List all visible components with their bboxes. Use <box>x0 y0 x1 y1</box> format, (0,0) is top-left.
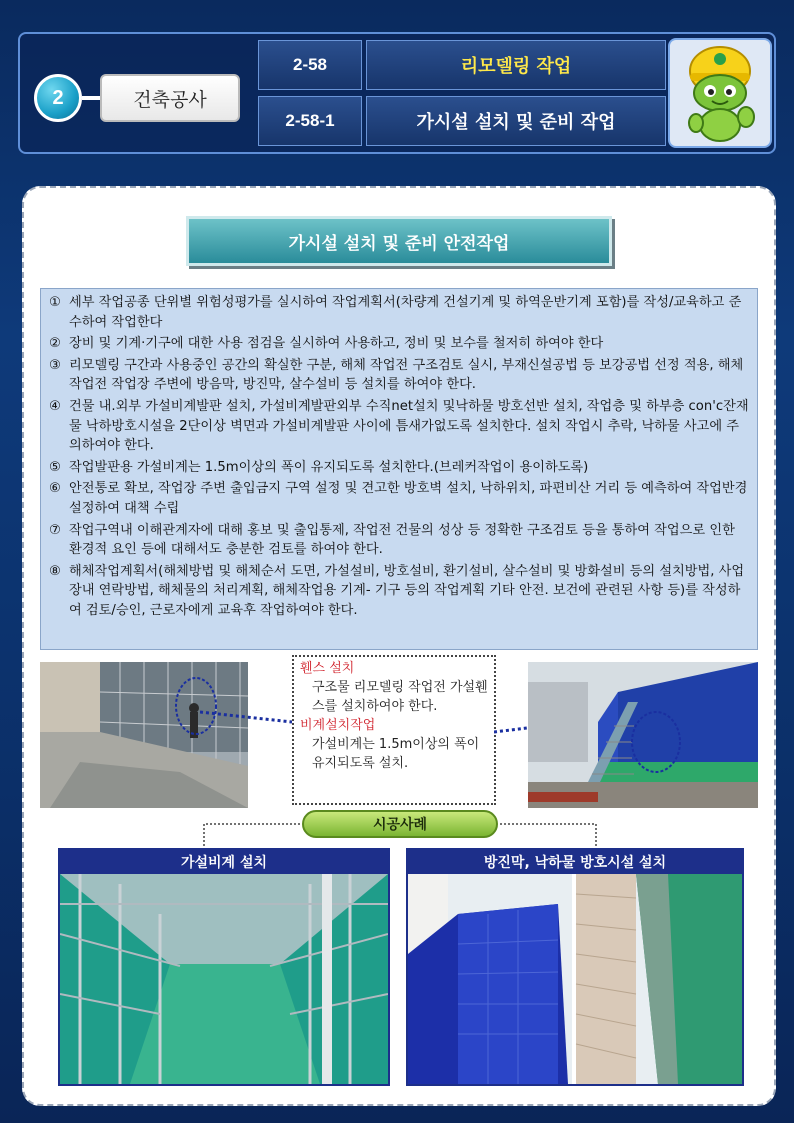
rules-list <box>40 288 758 650</box>
rule-marker: ③ <box>49 357 61 373</box>
section-block <box>20 34 252 152</box>
rule-text: 리모델링 구간과 사용중인 공간의 확실한 구분, 해체 작업전 구조검토 실시, 부재신설공법 등 보강공법 선정 적용, 해체 작업전 작업장 주변에 방음막, 방진막, 살수설비 등 설치를 하여야 한다. <box>69 357 744 393</box>
scaffold-photo <box>528 662 758 808</box>
rule-marker: ⑤ <box>49 459 61 475</box>
rule-text: 안전통로 확보, 작업장 주변 출입금지 구역 설정 및 견고한 방호벽 설치, 낙하위치, 파편비산 거리 등 예측하여 작업반경 설정하여 대책 수립 <box>69 481 748 516</box>
scaffold-body: 가설비계는 1.5m이상의 폭이 유지되도록 설치. <box>312 737 480 771</box>
rule-marker: ④ <box>49 398 61 414</box>
rule-marker: ⑧ <box>49 563 61 579</box>
title-main: 리모델링 작업 <box>366 40 666 90</box>
case-right <box>406 848 744 1086</box>
section-connector <box>82 96 102 100</box>
fence-body: 구조물 리모델링 작업전 가설휀스를 설치하여야 한다. <box>312 680 488 714</box>
annotation-box <box>292 655 496 805</box>
rule-item <box>49 334 749 354</box>
fence-photo <box>40 662 248 808</box>
fence-photo-image <box>40 662 248 808</box>
case-label: 시공사례 <box>302 810 498 838</box>
rule-item <box>49 479 749 518</box>
section-name: 건축공사 <box>100 74 240 122</box>
rule-text: 작업구역내 이해관계자에 대해 홍보 및 출입통제, 작업전 건물의 성상 등 정확한 구조검토 등을 통하여 작업으로 인한 환경적 요인 등에 대해서도 충분한 검토를 하여야 한다. <box>69 522 735 558</box>
rule-marker: ⑦ <box>49 522 61 538</box>
mascot-illustration <box>672 41 768 145</box>
scaffold-photo-image <box>528 662 758 808</box>
rule-text: 세부 작업공종 단위별 위험성평가를 실시하여 작업계획서(차량계 건설기계 및 하역운반기계 포함)를 작성/교육하고 준수하여 작업한다 <box>69 295 742 330</box>
connector-left <box>200 708 296 728</box>
scaffold-heading: 비계설치작업 <box>300 718 376 733</box>
rule-item <box>49 458 749 478</box>
banner-title: 가시설 설치 및 준비 안전작업 <box>186 216 612 266</box>
rule-text: 건물 내.외부 가설비계발판 설치, 가설비계발판외부 수직net설치 및낙하물 방호선반 설치, 작업층 및 하부층 con'c잔재물 낙하방호시설을 2단이상 벽면과 가설비계발판 사이에 틈새가없도록 설치한다. 설치 작업시 추락, 낙하물 사고에 주의하여야 한다. <box>69 398 749 454</box>
fence-heading: 휀스 설치 <box>300 661 355 676</box>
rule-item <box>49 293 749 332</box>
code-main: 2-58 <box>258 40 362 90</box>
case-left-image <box>60 874 388 1084</box>
title-grid <box>252 34 666 152</box>
rule-item <box>49 356 749 395</box>
code-sub: 2-58-1 <box>258 96 362 146</box>
title-sub: 가시설 설치 및 준비 작업 <box>366 96 666 146</box>
rule-text: 해체작업계획서(해체방법 및 해체순서 도면, 가설설비, 방호설비, 환기설비, 살수설비 및 방화설비 등의 설치방법, 사업장내 연락방법, 해체물의 처리계획, 해체작업용 기계- 기구 등의 작업계획 기타 안전. 보건에 관련된 사항 등)를 작성하여 검토/승인, 근로자에게 교육후 작업하여야 한다. <box>69 563 745 618</box>
rule-marker: ① <box>49 295 61 310</box>
case-right-image <box>408 874 742 1084</box>
section-number-badge: 2 <box>34 74 82 122</box>
rule-marker: ② <box>49 336 61 352</box>
rule-marker: ⑥ <box>49 481 61 497</box>
case-left-title: 가설비계 설치 <box>180 855 268 871</box>
case-right-title: 방진막, 낙하물 방호시설 설치 <box>483 855 667 871</box>
header-frame <box>18 32 776 154</box>
rule-text: 장비 및 기계·기구에 대한 사용 점검을 실시하여 사용하고, 정비 및 보수를 철저히 하여야 한다 <box>69 336 604 352</box>
rule-item <box>49 562 749 621</box>
content-panel <box>22 186 776 1106</box>
rule-item <box>49 397 749 456</box>
mascot-image <box>668 38 772 148</box>
rule-item <box>49 521 749 560</box>
case-left <box>58 848 390 1086</box>
rule-text: 작업발판용 가설비계는 1.5m이상의 폭이 유지되도록 설치한다.(브레커작업이 용이하도록) <box>69 459 589 475</box>
